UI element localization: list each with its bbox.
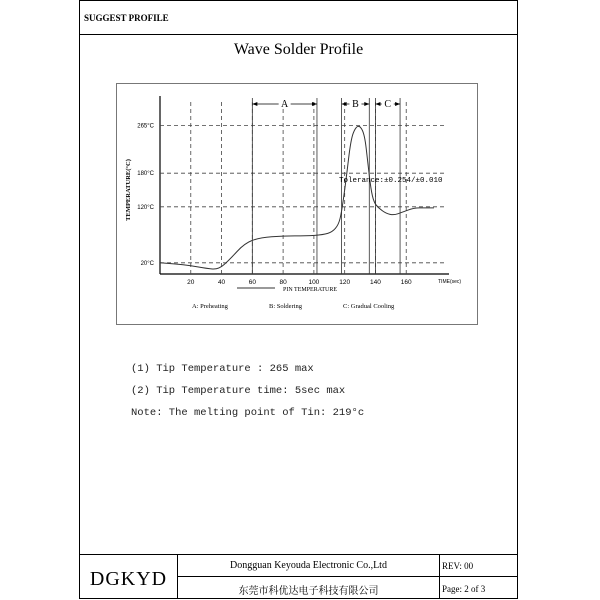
zone-arrow-right (312, 102, 317, 106)
phase-legend-item: C: Gradual Cooling (343, 303, 395, 310)
y-tick-label: 20°C (140, 260, 154, 267)
zone-label: C (384, 99, 392, 110)
notes-block (131, 363, 364, 429)
x-tick-label: 20 (187, 279, 195, 286)
tolerance-annotation: Tolerance:±0.254/±0.010 (339, 177, 443, 185)
zone-arrow-left (342, 102, 347, 106)
zone-arrow-left (252, 102, 257, 106)
phase-legend-item: B: Soldering (269, 303, 303, 310)
x-tick-label: 60 (248, 279, 256, 286)
footer-table (80, 554, 517, 599)
x-axis-label: TIME(sec) (438, 279, 462, 285)
x-tick-label: 80 (279, 279, 287, 286)
profile-chart (116, 83, 478, 325)
y-axis-label: TEMPERATURE(°C) (125, 159, 132, 221)
revision-label: REV: 00 (440, 555, 517, 577)
note-melting-point: Note: The melting point of Tin: 219°c (131, 407, 365, 419)
zone-label: B (352, 99, 359, 110)
phase-legend-item: A: Preheating (192, 303, 228, 310)
legend-label: PIN TEMPERATURE (283, 287, 338, 293)
y-tick-label: 180°C (137, 171, 154, 178)
note-tip-temperature: (1) Tip Temperature : 265 max (131, 363, 314, 375)
zone-label: A (281, 99, 289, 110)
zone-arrow-right (395, 102, 400, 106)
page-title: Wave Solder Profile (233, 41, 364, 58)
x-tick-label: 100 (308, 279, 320, 286)
x-tick-label: 120 (339, 279, 351, 286)
company-name-cn: 东莞市科优达电子科技有限公司 (178, 577, 440, 599)
document-page (79, 0, 518, 599)
zone-arrow-right (364, 102, 369, 106)
x-tick-label: 140 (370, 279, 381, 286)
page-number: Page: 2 of 3 (442, 584, 486, 594)
x-tick-label: 40 (217, 279, 226, 286)
section-header: SUGGEST PROFILE (80, 1, 517, 35)
note-tip-time: (2) Tip Temperature time: 5sec max (131, 385, 346, 397)
brand-logo-text: DGKYD (80, 555, 178, 599)
y-tick-label: 120°C (137, 204, 154, 211)
y-tick-label: 265°C (137, 123, 154, 130)
zone-arrow-left (375, 102, 380, 106)
chart-svg (117, 84, 477, 324)
pin-temperature-curve (160, 126, 434, 269)
company-name-en: Dongguan Keyouda Electronic Co.,Ltd (178, 555, 440, 577)
x-tick-label: 160 (400, 279, 412, 286)
